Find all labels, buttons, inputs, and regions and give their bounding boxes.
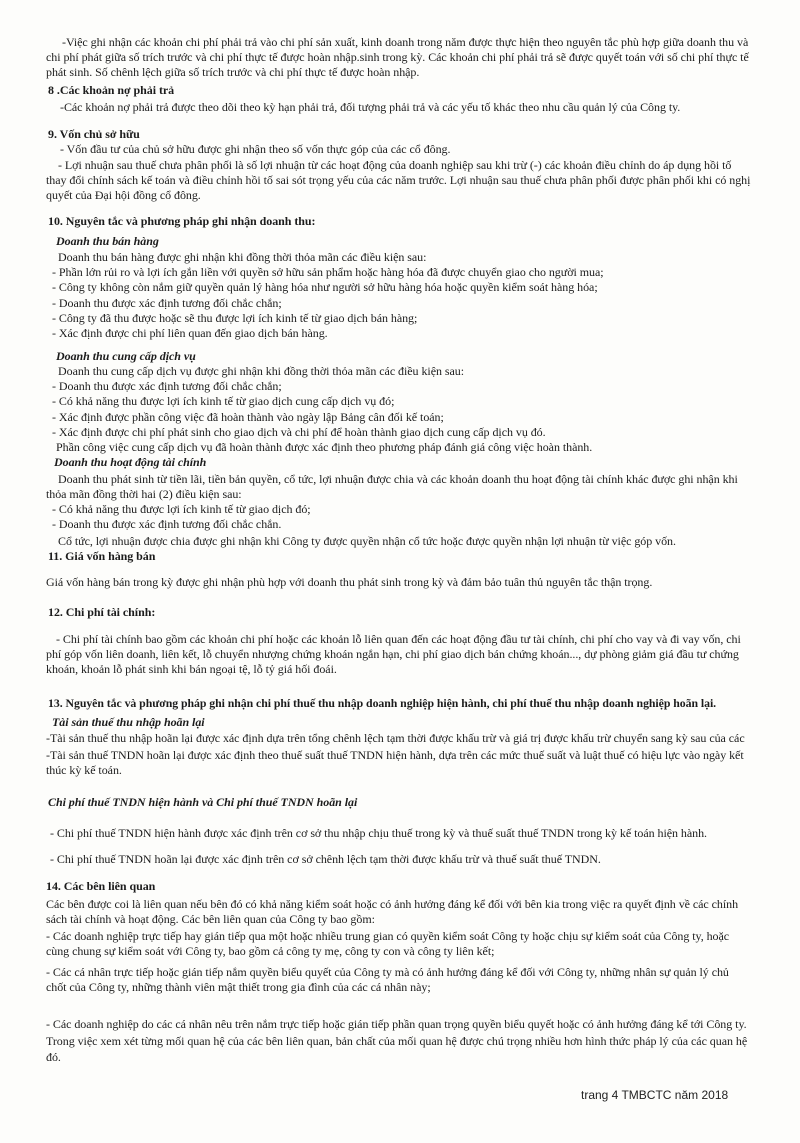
paragraph-line: quyết của Đại hội đồng cổ đông. <box>46 188 201 202</box>
paragraph-line: thỏa mãn đồng thời hai (2) điều kiện sau: <box>46 487 242 501</box>
paragraph-line: - Chi phí thuế TNDN hoãn lại được xác định trên cơ sở chênh lệch tạm thời được khấu trừ và thuế suất thuế TNDN. <box>50 852 601 866</box>
paragraph-line: đó. <box>46 1050 61 1064</box>
list-item: chốt của Công ty, những thành viên mật thiết trong gia đình của các cá nhân này; <box>46 980 431 994</box>
paragraph-line: thúc kỳ kế toán. <box>46 763 122 777</box>
subsection-heading: Doanh thu bán hàng <box>56 234 159 248</box>
paragraph-line: khoán, khoản lỗ phát sinh khi bán ngoại tệ, lỗ tỷ giá hối đoái. <box>46 662 337 676</box>
list-item: - Doanh thu được xác định tương đối chắc chắn. <box>52 517 282 531</box>
section-heading: 9. Vốn chủ sở hữu <box>48 127 140 141</box>
list-item: - Doanh thu được xác định tương đối chắc chắn; <box>52 379 282 393</box>
paragraph-line: Giá vốn hàng bán trong kỳ được ghi nhận phù hợp với doanh thu phát sinh trong kỳ và đảm bảo tuân thủ nguyên tắc thận trọng. <box>46 575 653 589</box>
list-item: - Có khả năng thu được lợi ích kinh tế từ giao dịch cung cấp dịch vụ đó; <box>52 394 395 408</box>
paragraph-line: -Việc ghi nhận các khoản chi phí phải trả vào chi phí sản xuất, kinh doanh trong năm được thực hiện theo nguyên tắc phù hợp giữa doanh thu và <box>62 35 749 49</box>
paragraph-line: sách tài chính và hoạt động. Các bên liên quan của Công ty bao gồm: <box>46 912 375 926</box>
list-item: - Xác định được chi phí phát sinh cho giao dịch và chi phí để hoàn thành giao dịch cung cấp dịch vụ đó. <box>52 425 546 439</box>
paragraph-line: - Chi phí tài chính bao gồm các khoản chi phí hoặc các khoản lỗ liên quan đến các hoạt động đầu tư tài chính, chi phí cho vay và đi vay vốn, chi <box>56 632 741 646</box>
paragraph-line: Trong việc xem xét từng mối quan hệ của các bên liên quan, bản chất của mối quan hệ được chú trọng nhiều hơn hình thức pháp lý của các quan hệ <box>46 1034 748 1048</box>
section-heading: 13. Nguyên tắc và phương pháp ghi nhận chi phí thuế thu nhập doanh nghiệp hiện hành, chi phí thuế thu nhập doanh nghiệp hoãn lại. <box>48 696 717 710</box>
paragraph-line: Doanh thu cung cấp dịch vụ được ghi nhận khi đồng thời thỏa mãn các điều kiện sau: <box>58 364 464 378</box>
list-item: - Các doanh nghiệp do các cá nhân nêu trên nắm trực tiếp hoặc gián tiếp phần quan trọng quyền biểu quyết hoặc có ảnh hưởng đáng kể tới Công ty. <box>46 1017 747 1031</box>
paragraph-line: phí góp vốn liên doanh, liên kết, lỗ chuyển nhượng chứng khoán ngắn hạn, chi phí giao dịch bán chứng khoán..., dự phòng giảm giá đầu tư chứng <box>46 647 739 661</box>
section-heading: 8 .Các khoản nợ phải trả <box>48 83 175 97</box>
paragraph-line: chi phí phát giữa số trích trước và chi phí thực tế được hoàn nhập.sinh trong kỳ. Các khoản chi phí phải trả sẽ được quyết toán với số chi phí thực tế <box>46 50 749 64</box>
subsection-heading: Doanh thu cung cấp dịch vụ <box>56 349 196 363</box>
subsection-heading: Doanh thu hoạt động tài chính <box>54 455 207 469</box>
paragraph-line: Các bên được coi là liên quan nếu bên đó có khả năng kiểm soát hoặc có ảnh hưởng đáng kể đối với bên kia trong việc ra quyết định về các chính <box>46 897 739 911</box>
paragraph-line: Phần công việc cung cấp dịch vụ đã hoàn thành được xác định theo phương pháp đánh giá công việc hoàn thành. <box>56 440 593 454</box>
paragraph-line: thay đổi chính sách kế toán và điều chỉnh hồi tố sai sót trọng yếu của các năm trước. Lợi nhuận sau thuế chưa phân phối được phân phối khi có nghị <box>46 173 751 187</box>
list-item: - Có khả năng thu được lợi ích kinh tế từ giao dịch đó; <box>52 502 311 516</box>
paragraph-line: - Vốn đầu tư của chủ sở hữu được ghi nhận theo số vốn thực góp của các cổ đông. <box>60 142 451 156</box>
list-item: cùng chung sự kiểm soát với Công ty, bao gồm cả công ty mẹ, công ty con và công ty liên kết; <box>46 944 495 958</box>
list-item: - Xác định được phần công việc đã hoàn thành vào ngày lập Bảng cân đối kế toán; <box>52 410 444 424</box>
section-heading: 10. Nguyên tắc và phương pháp ghi nhận doanh thu: <box>48 214 316 228</box>
section-heading: 12. Chi phí tài chính: <box>48 605 156 619</box>
paragraph-line: phát sinh. Số chênh lệch giữa số trích trước và chi phí thực tế được hoàn nhập. <box>46 65 420 79</box>
list-item: - Phần lớn rủi ro và lợi ích gắn liền với quyền sở hữu sản phẩm hoặc hàng hóa đã được chuyển giao cho người mua; <box>52 265 604 279</box>
section-heading: 11. Giá vốn hàng bán <box>48 549 156 563</box>
subsection-heading: Tài sản thuế thu nhập hoãn lại <box>52 715 205 729</box>
list-item: - Các doanh nghiệp trực tiếp hay gián tiếp qua một hoặc nhiều trung gian có quyền kiểm soát Công ty hoặc chịu sự kiểm soát của Công ty, hoặc <box>46 929 730 943</box>
paragraph-line: -Các khoản nợ phải trả được theo dõi theo kỳ hạn phải trả, đối tượng phải trả và các yếu tố khác theo nhu cầu quản lý của Công ty. <box>60 100 681 114</box>
paragraph-line: -Tài sản thuế thu nhập hoãn lại được xác định dựa trên tổng chênh lệch tạm thời được khấu trừ và giá trị được khấu trừ chuyển sang kỳ sau của các <box>46 731 745 745</box>
list-item: - Doanh thu được xác định tương đối chắc chắn; <box>52 296 282 310</box>
paragraph-line: - Chi phí thuế TNDN hiện hành được xác định trên cơ sở thu nhập chịu thuế trong kỳ và thuế suất thuế TNDN trong kỳ kế toán hiện hành. <box>50 826 707 840</box>
list-item: - Công ty đã thu được hoặc sẽ thu được lợi ích kinh tế từ giao dịch bán hàng; <box>52 311 418 325</box>
list-item: - Các cá nhân trực tiếp hoặc gián tiếp nắm quyền biểu quyết của Công ty mà có ảnh hưởng đáng kể đối với Công ty, những nhân sự quản lý chủ <box>46 965 729 979</box>
paragraph-line: - Lợi nhuận sau thuế chưa phân phối là số lợi nhuận từ các hoạt động của doanh nghiệp sau khi trừ (-) các khoản điều chỉnh do áp dụng hồi tố <box>58 158 732 172</box>
section-heading: 14. Các bên liên quan <box>46 879 156 893</box>
paragraph-line: Cổ tức, lợi nhuận được chia được ghi nhận khi Công ty được quyền nhận cổ tức hoặc được quyền nhận lợi nhuận từ việc góp vốn. <box>58 534 676 548</box>
paragraph-line: Doanh thu phát sinh từ tiền lãi, tiền bản quyền, cổ tức, lợi nhuận được chia và các khoản doanh thu hoạt động tài chính khác được ghi nhận khi <box>58 472 738 486</box>
paragraph-line: -Tài sản thuế TNDN hoãn lại được xác định theo thuế suất thuế TNDN hiện hành, dựa trên các mức thuế suất và luật thuế có hiệu lực vào ngày kết <box>46 748 744 762</box>
list-item: - Xác định được chi phí liên quan đến giao dịch bán hàng. <box>52 326 328 340</box>
subsection-heading: Chi phí thuế TNDN hiện hành và Chi phí thuế TNDN hoãn lại <box>48 795 358 809</box>
paragraph-line: Doanh thu bán hàng được ghi nhận khi đồng thời thỏa mãn các điều kiện sau: <box>58 250 427 264</box>
list-item: - Công ty không còn nắm giữ quyền quản lý hàng hóa như người sở hữu hàng hóa hoặc quyền kiểm soát hàng hóa; <box>52 280 598 294</box>
page-number-footer: trang 4 TMBCTC năm 2018 <box>581 1088 729 1102</box>
